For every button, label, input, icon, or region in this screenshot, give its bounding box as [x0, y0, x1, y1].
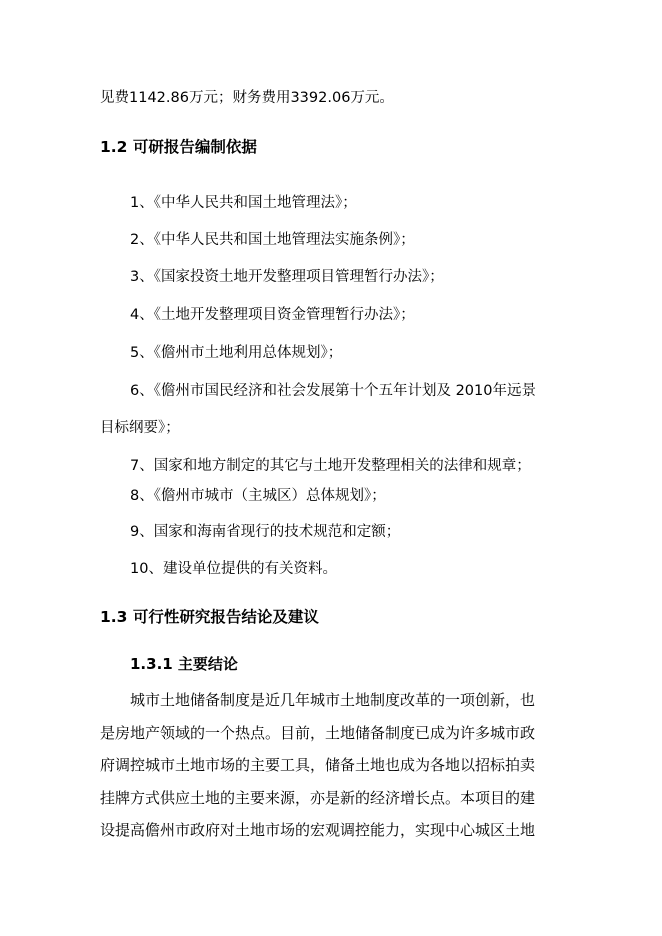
conclusion-paragraph — [100, 684, 550, 847]
basis-item-3: 3、《国家投资土地开发整理项目管理暂行办法》； — [130, 269, 444, 285]
subsection-heading-1-3-1: 1.3.1 主要结论 — [130, 655, 238, 673]
paragraph-line-3: 府调控城市土地市场的主要工具，储备土地也成为各地以招标拍卖 — [100, 756, 536, 774]
basis-item-1: 1、《中华人民共和国土地管理法》； — [130, 195, 357, 211]
basis-item-6: 6、《儋州市国民经济和社会发展第十个五年计划及 2010年远景 — [130, 383, 536, 399]
basis-item-10: 10、建设单位提供的有关资料。 — [130, 561, 337, 577]
paragraph-line-2: 是房地产领域的一个热点。目前，土地储备制度已成为许多城市政 — [100, 723, 536, 742]
basis-item-8: 8、《儋州市城市（主城区）总体规划》； — [130, 488, 386, 504]
basis-item-2: 2、《中华人民共和国土地管理法实施条例》； — [130, 232, 415, 248]
basis-item-5: 5、《儋州市土地利用总体规划》； — [130, 345, 343, 361]
section-heading-1-3: 1.3 可行性研究报告结论及建议 — [100, 608, 319, 626]
top-text-line: 见费1142.86万元；财务费用3392.06万元。 — [100, 90, 394, 106]
basis-item-9: 9、国家和海南省现行的技术规范和定额； — [130, 524, 401, 540]
paragraph-line-1: 城市土地储备制度是近几年城市土地制度改革的一项创新，也 — [130, 691, 536, 709]
basis-item-4: 4、《土地开发整理项目资金管理暂行办法》； — [130, 307, 415, 323]
basis-item-7: 7、国家和地方制定的其它与土地开发整理相关的法律和规章； — [130, 458, 531, 474]
paragraph-line-5: 设提高儋州市政府对土地市场的宏观调控能力，实现中心城区土地 — [100, 821, 536, 839]
paragraph-line-4: 挂牌方式供应土地的主要来源，亦是新的经济增长点。本项目的建 — [100, 788, 536, 807]
basis-item-6-continued: 目标纲要》； — [100, 420, 180, 436]
section-heading-1-2: 1.2 可研报告编制依据 — [100, 138, 257, 156]
